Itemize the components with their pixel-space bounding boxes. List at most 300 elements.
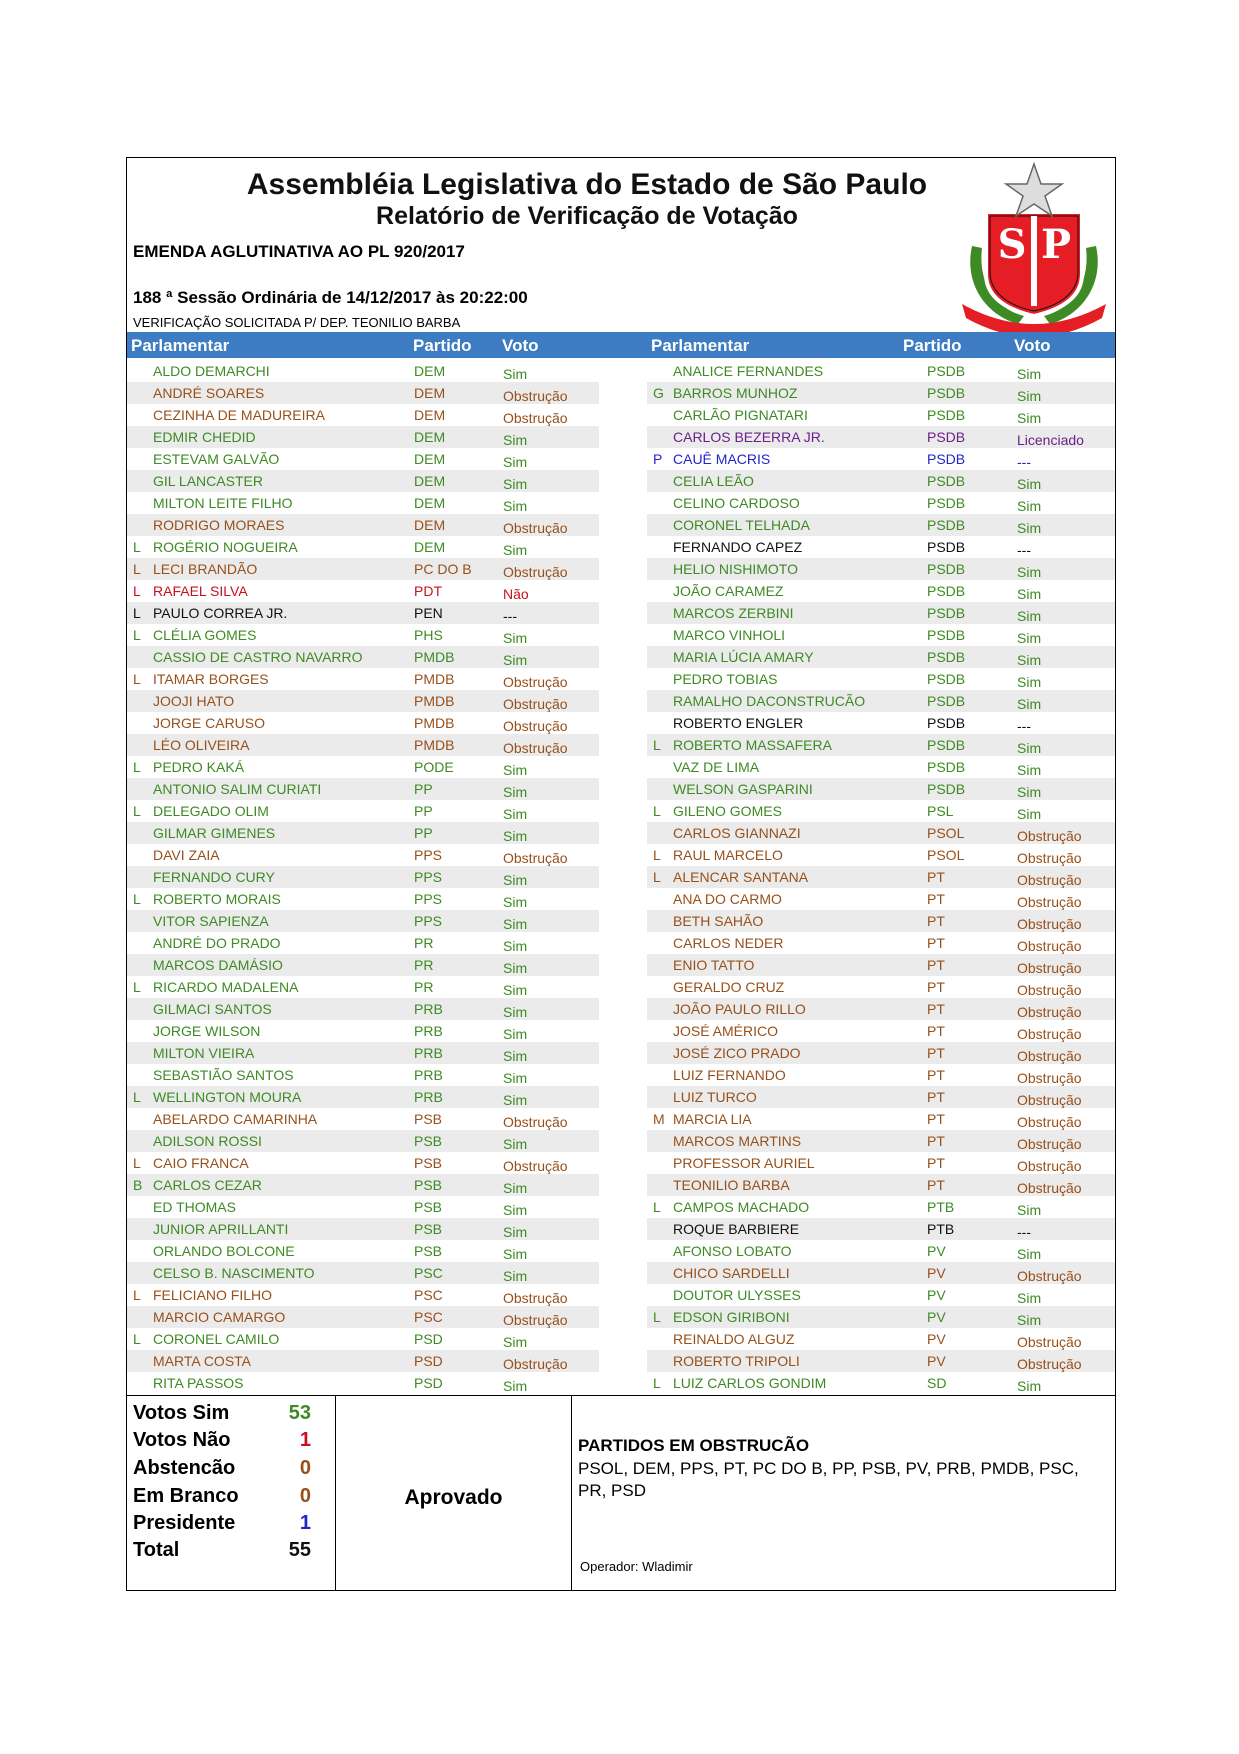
member-vote: --- xyxy=(1017,454,1031,470)
table-row xyxy=(127,910,599,932)
member-vote: Sim xyxy=(503,1070,528,1086)
col-voto: Voto xyxy=(502,336,539,355)
table-row xyxy=(127,1064,599,1086)
member-name: LECI BRANDÃO xyxy=(153,561,258,577)
member-party: PT xyxy=(927,957,945,973)
member-party: PSDB xyxy=(927,759,966,775)
member-party: PSDB xyxy=(927,715,966,731)
table-row xyxy=(127,1350,599,1372)
row-mark: L xyxy=(133,1155,141,1171)
member-party: PT xyxy=(927,935,945,951)
member-name: GIL LANCASTER xyxy=(153,473,263,489)
table-row xyxy=(127,1130,599,1152)
member-vote: Sim xyxy=(503,476,528,492)
row-mark: L xyxy=(653,803,661,819)
member-name: JOSÉ ZICO PRADO xyxy=(673,1045,801,1061)
member-name: CARLOS CEZAR xyxy=(153,1177,262,1193)
member-party: DEM xyxy=(414,429,446,445)
member-party: PT xyxy=(927,1023,945,1039)
member-party: PV xyxy=(927,1353,946,1369)
member-party: PRB xyxy=(414,1067,443,1083)
member-name: JOÃO CARAMEZ xyxy=(673,583,784,599)
table-row xyxy=(127,1174,599,1196)
table-row xyxy=(647,800,1115,822)
table-row xyxy=(647,712,1115,734)
table-row xyxy=(647,1086,1115,1108)
table-row xyxy=(127,1152,599,1174)
table-row xyxy=(647,580,1115,602)
member-vote: Obstrução xyxy=(1017,1180,1082,1196)
table-row xyxy=(647,778,1115,800)
member-name: ALDO DEMARCHI xyxy=(153,363,270,379)
member-vote: Sim xyxy=(503,806,528,822)
member-name: JORGE CARUSO xyxy=(153,715,266,731)
table-row xyxy=(647,514,1115,536)
member-name: EDMIR CHEDID xyxy=(153,429,256,445)
member-vote: Obstrução xyxy=(503,1114,568,1130)
member-name: CAIO FRANCA xyxy=(153,1155,249,1171)
member-party: PT xyxy=(927,1111,945,1127)
member-vote: Obstrução xyxy=(1017,1048,1082,1064)
member-name: MARCOS MARTINS xyxy=(673,1133,802,1149)
member-vote: Sim xyxy=(503,1004,528,1020)
member-party: PSOL xyxy=(927,825,965,841)
member-vote: Obstrução xyxy=(503,674,568,690)
member-name: LUIZ CARLOS GONDIM xyxy=(673,1375,827,1391)
member-party: PSB xyxy=(414,1221,443,1237)
member-party: PPS xyxy=(414,869,443,885)
row-mark: L xyxy=(133,671,141,687)
member-party: PT xyxy=(927,1045,945,1061)
row-mark: L xyxy=(133,1089,141,1105)
member-party: PSDB xyxy=(927,605,966,621)
row-mark: L xyxy=(133,583,141,599)
member-party: PV xyxy=(927,1243,946,1259)
member-party: PSDB xyxy=(927,671,966,687)
member-name: JORGE WILSON xyxy=(153,1023,261,1039)
seal-letters: S xyxy=(997,221,1027,268)
table-row xyxy=(127,866,599,888)
member-vote: Sim xyxy=(1017,1202,1042,1218)
member-vote: Sim xyxy=(1017,586,1042,602)
member-name: MARTA COSTA xyxy=(153,1353,252,1369)
member-vote: Sim xyxy=(503,454,528,470)
member-party: PC DO B xyxy=(414,561,472,577)
member-name: ESTEVAM GALVÃO xyxy=(153,451,280,467)
member-vote: Obstrução xyxy=(1017,872,1082,888)
member-party: PSC xyxy=(414,1265,443,1281)
member-vote: Sim xyxy=(503,366,528,382)
total-label: Total xyxy=(133,1539,180,1561)
member-vote: Sim xyxy=(503,1246,528,1262)
member-party: PSDB xyxy=(927,693,966,709)
table-row xyxy=(647,756,1115,778)
nao-count: 1 xyxy=(299,1429,311,1451)
table-row xyxy=(647,448,1115,470)
table-row xyxy=(127,1108,599,1130)
col-voto-2: Voto xyxy=(1014,336,1051,355)
table-row xyxy=(127,888,599,910)
member-party: PSDB xyxy=(927,429,966,445)
member-name: MARCIO CAMARGO xyxy=(153,1309,286,1325)
member-name: CEZINHA DE MADUREIRA xyxy=(153,407,325,423)
member-name: LUIZ FERNANDO xyxy=(673,1067,786,1083)
member-vote: Sim xyxy=(1017,762,1042,778)
row-mark: L xyxy=(133,803,141,819)
table-row xyxy=(647,536,1115,558)
assembly-title: Assembléia Legislativa do Estado de São Paulo xyxy=(246,168,928,201)
member-party: PT xyxy=(927,1177,945,1193)
member-party: PP xyxy=(414,803,433,819)
member-vote: Sim xyxy=(1017,520,1042,536)
member-party: PSDB xyxy=(927,561,966,577)
member-vote: Sim xyxy=(1017,410,1042,426)
table-row xyxy=(127,624,599,646)
member-party: PSDB xyxy=(927,649,966,665)
member-vote: Obstrução xyxy=(1017,1158,1082,1174)
table-row xyxy=(127,690,599,712)
table-row xyxy=(647,1218,1115,1240)
member-party: PSDB xyxy=(927,737,966,753)
total-row xyxy=(133,1539,323,1562)
table-row xyxy=(127,800,599,822)
table-row xyxy=(647,844,1115,866)
member-party: PT xyxy=(927,913,945,929)
member-party: PTB xyxy=(927,1221,955,1237)
row-mark: L xyxy=(653,1199,661,1215)
member-party: PSB xyxy=(414,1243,443,1259)
member-vote: Obstrução xyxy=(1017,1268,1082,1284)
member-name: REINALDO ALGUZ xyxy=(673,1331,795,1347)
member-party: PSB xyxy=(414,1199,443,1215)
member-name: ROGÉRIO NOGUEIRA xyxy=(153,539,298,555)
member-vote: Licenciado xyxy=(1017,432,1084,448)
member-party: PSDB xyxy=(927,627,966,643)
member-vote: Obstrução xyxy=(1017,1026,1082,1042)
row-mark: L xyxy=(133,759,141,775)
member-party: PR xyxy=(414,979,434,995)
member-name: LÉO OLIVEIRA xyxy=(153,737,250,753)
table-row xyxy=(647,1152,1115,1174)
row-mark: B xyxy=(133,1177,143,1193)
table-row xyxy=(127,976,599,998)
member-vote: Sim xyxy=(503,498,528,514)
member-party: DEM xyxy=(414,517,446,533)
member-vote: Sim xyxy=(503,1026,528,1042)
report-frame xyxy=(126,157,1116,1591)
member-vote: Obstrução xyxy=(1017,1070,1082,1086)
table-row xyxy=(647,360,1115,382)
member-name: RAFAEL SILVA xyxy=(153,583,248,599)
member-vote: Obstrução xyxy=(503,564,568,580)
branco-count: 0 xyxy=(299,1485,311,1507)
member-party: DEM xyxy=(414,473,446,489)
member-name: CLÉLIA GOMES xyxy=(153,627,257,643)
member-party: PHS xyxy=(414,627,443,643)
member-name: CORONEL TELHADA xyxy=(673,517,810,533)
member-name: CARLOS NEDER xyxy=(673,935,784,951)
table-row xyxy=(647,646,1115,668)
member-name: ANDRÉ DO PRADO xyxy=(153,935,281,951)
sim-label: Votos Sim xyxy=(133,1402,230,1424)
row-mark: M xyxy=(653,1111,665,1127)
summary-section xyxy=(127,1395,1115,1591)
row-mark: L xyxy=(133,979,141,995)
session-info: 188 ª Sessão Ordinária de 14/12/2017 às 20:22:00 xyxy=(133,288,528,307)
member-vote: Sim xyxy=(1017,498,1042,514)
member-party: PMDB xyxy=(414,693,455,709)
member-vote: Sim xyxy=(1017,784,1042,800)
table-row xyxy=(647,1372,1115,1394)
member-party: PP xyxy=(414,825,433,841)
obstruction-box xyxy=(572,1396,1112,1591)
member-party: PEN xyxy=(414,605,443,621)
table-row xyxy=(647,1108,1115,1130)
member-name: ROBERTO ENGLER xyxy=(673,715,804,731)
member-vote: Obstrução xyxy=(1017,982,1082,998)
member-party: PSDB xyxy=(927,495,966,511)
member-party: PV xyxy=(927,1331,946,1347)
member-vote: Sim xyxy=(503,1048,528,1064)
member-name: AFONSO LOBATO xyxy=(673,1243,792,1259)
member-party: PSD xyxy=(414,1375,443,1391)
member-party: DEM xyxy=(414,451,446,467)
table-row xyxy=(647,624,1115,646)
table-row xyxy=(127,1262,599,1284)
member-name: RITA PASSOS xyxy=(153,1375,244,1391)
member-vote: Obstrução xyxy=(503,718,568,734)
member-vote: --- xyxy=(1017,542,1031,558)
total-branco-row xyxy=(133,1485,323,1508)
table-row xyxy=(127,448,599,470)
member-party: PSB xyxy=(414,1133,443,1149)
member-vote: Obstrução xyxy=(1017,1356,1082,1372)
member-name: ALENCAR SANTANA xyxy=(673,869,809,885)
member-vote: Sim xyxy=(1017,476,1042,492)
total-sim-row xyxy=(133,1402,323,1425)
member-name: GILMACI SANTOS xyxy=(153,1001,272,1017)
member-name: EDSON GIRIBONI xyxy=(673,1309,790,1325)
table-row xyxy=(647,1174,1115,1196)
member-name: RAUL MARCELO xyxy=(673,847,783,863)
row-mark: L xyxy=(133,539,141,555)
member-party: PT xyxy=(927,1001,945,1017)
member-vote: Sim xyxy=(1017,630,1042,646)
member-name: ORLANDO BOLCONE xyxy=(153,1243,295,1259)
member-party: PSDB xyxy=(927,583,966,599)
abstencao-count: 0 xyxy=(299,1457,311,1479)
member-name: WELSON GASPARINI xyxy=(673,781,813,797)
table-row xyxy=(647,1262,1115,1284)
table-row xyxy=(127,734,599,756)
member-name: DAVI ZAIA xyxy=(153,847,220,863)
member-name: PEDRO KAKÁ xyxy=(153,759,245,775)
vote-result: Aprovado xyxy=(404,1486,503,1509)
member-vote: Obstrução xyxy=(503,1312,568,1328)
member-vote: Sim xyxy=(503,542,528,558)
table-row xyxy=(647,602,1115,624)
member-party: PSB xyxy=(414,1155,443,1171)
member-party: PSDB xyxy=(927,473,966,489)
presidente-label: Presidente xyxy=(133,1512,236,1534)
left-vote-list xyxy=(127,360,599,1394)
row-mark: P xyxy=(653,451,663,467)
member-vote: Obstrução xyxy=(1017,960,1082,976)
member-vote: Sim xyxy=(1017,696,1042,712)
member-name: CARLÃO PIGNATARI xyxy=(673,407,808,423)
member-party: DEM xyxy=(414,385,446,401)
table-row xyxy=(647,888,1115,910)
member-name: MARCIA LIA xyxy=(673,1111,752,1127)
table-row xyxy=(127,712,599,734)
member-party: PRB xyxy=(414,1089,443,1105)
table-row xyxy=(127,1020,599,1042)
table-row xyxy=(647,1130,1115,1152)
member-party: PT xyxy=(927,891,945,907)
member-vote: Obstrução xyxy=(1017,1004,1082,1020)
table-row xyxy=(647,1196,1115,1218)
table-row xyxy=(127,1086,599,1108)
table-row xyxy=(127,536,599,558)
table-row xyxy=(127,1306,599,1328)
member-party: PRB xyxy=(414,1023,443,1039)
member-name: ROBERTO TRIPOLI xyxy=(673,1353,800,1369)
table-row xyxy=(647,558,1115,580)
member-name: JOSÉ AMÉRICO xyxy=(673,1023,779,1039)
col-parlamentar-2: Parlamentar xyxy=(651,336,750,355)
table-row xyxy=(127,1372,599,1394)
member-party: DEM xyxy=(414,407,446,423)
member-name: CARLOS GIANNAZI xyxy=(673,825,801,841)
member-party: DEM xyxy=(414,495,446,511)
member-vote: Obstrução xyxy=(1017,828,1082,844)
member-party: PV xyxy=(927,1265,946,1281)
member-party: PV xyxy=(927,1309,946,1325)
member-vote: Obstrução xyxy=(503,1356,568,1372)
report-subtitle: Relatório de Verificação de Votação xyxy=(376,202,798,230)
table-row xyxy=(647,954,1115,976)
member-vote: Obstrução xyxy=(503,410,568,426)
branco-label: Em Branco xyxy=(133,1485,239,1507)
member-party: PSDB xyxy=(927,385,966,401)
table-row xyxy=(647,426,1115,448)
member-vote: Sim xyxy=(1017,740,1042,756)
member-name: ENIO TATTO xyxy=(673,957,755,973)
member-name: FERNANDO CURY xyxy=(153,869,275,885)
member-name: ROBERTO MASSAFERA xyxy=(673,737,832,753)
member-name: ANA DO CARMO xyxy=(673,891,782,907)
member-name: CAUÊ MACRIS xyxy=(673,451,771,467)
table-row xyxy=(127,1284,599,1306)
member-vote: Obstrução xyxy=(503,850,568,866)
member-name: HELIO NISHIMOTO xyxy=(673,561,798,577)
member-vote: Obstrução xyxy=(1017,1114,1082,1130)
member-party: PSB xyxy=(414,1177,443,1193)
table-row xyxy=(127,932,599,954)
row-mark: L xyxy=(133,561,141,577)
row-mark: L xyxy=(653,737,661,753)
svg-text:P: P xyxy=(1040,221,1072,268)
table-row xyxy=(647,404,1115,426)
member-name: DOUTOR ULYSSES xyxy=(673,1287,801,1303)
table-row xyxy=(647,866,1115,888)
member-vote: Sim xyxy=(503,1136,528,1152)
table-row xyxy=(127,580,599,602)
member-party: PSOL xyxy=(927,847,965,863)
member-vote: Sim xyxy=(503,762,528,778)
member-party: PSC xyxy=(414,1287,443,1303)
member-vote: Sim xyxy=(1017,608,1042,624)
vote-totals xyxy=(127,1396,336,1591)
member-vote: Sim xyxy=(503,1378,528,1394)
row-mark: L xyxy=(133,1287,141,1303)
member-party: PR xyxy=(414,957,434,973)
member-name: WELLINGTON MOURA xyxy=(153,1089,302,1105)
row-mark: L xyxy=(133,1331,141,1347)
member-party: PR xyxy=(414,935,434,951)
member-party: PT xyxy=(927,1155,945,1171)
member-vote: Sim xyxy=(1017,674,1042,690)
table-row xyxy=(127,998,599,1020)
member-party: PT xyxy=(927,1133,945,1149)
row-mark: L xyxy=(133,627,141,643)
member-name: BARROS MUNHOZ xyxy=(673,385,798,401)
member-vote: Sim xyxy=(503,960,528,976)
member-party: PMDB xyxy=(414,737,455,753)
member-vote: Sim xyxy=(503,1334,528,1350)
col-parlamentar: Parlamentar xyxy=(131,336,230,355)
table-row xyxy=(647,1306,1115,1328)
member-name: RAMALHO DACONSTRUCÃO xyxy=(673,693,866,709)
member-party: PSL xyxy=(927,803,954,819)
member-vote: --- xyxy=(503,608,517,624)
nao-label: Votos Não xyxy=(133,1429,231,1451)
member-vote: Sim xyxy=(1017,1246,1042,1262)
member-name: FERNANDO CAPEZ xyxy=(673,539,803,555)
member-name: PROFESSOR AURIEL xyxy=(673,1155,815,1171)
table-row xyxy=(127,382,599,404)
total-abstencao-row xyxy=(133,1457,323,1480)
table-row xyxy=(647,1284,1115,1306)
member-vote: Obstrução xyxy=(1017,850,1082,866)
member-vote: Obstrução xyxy=(503,1158,568,1174)
table-row xyxy=(127,1042,599,1064)
member-vote: Sim xyxy=(503,916,528,932)
member-party: PRB xyxy=(414,1001,443,1017)
member-name: CORONEL CAMILO xyxy=(153,1331,280,1347)
member-vote: Sim xyxy=(503,432,528,448)
table-row xyxy=(647,1042,1115,1064)
row-mark: L xyxy=(653,1309,661,1325)
member-name: PEDRO TOBIAS xyxy=(673,671,778,687)
member-name: CASSIO DE CASTRO NAVARRO xyxy=(153,649,363,665)
member-party: PT xyxy=(927,869,945,885)
member-name: TEONILIO BARBA xyxy=(673,1177,790,1193)
table-header xyxy=(127,332,1115,358)
sao-paulo-seal-icon xyxy=(959,160,1109,332)
member-name: GILENO GOMES xyxy=(673,803,782,819)
member-party: PSDB xyxy=(927,363,966,379)
member-name: ROQUE BARBIERE xyxy=(673,1221,800,1237)
member-vote: Sim xyxy=(503,652,528,668)
table-row xyxy=(127,1196,599,1218)
member-party: PPS xyxy=(414,913,443,929)
table-row xyxy=(127,360,599,382)
member-vote: Sim xyxy=(1017,366,1042,382)
member-vote: Sim xyxy=(503,1268,528,1284)
verification-requested: VERIFICAÇÃO SOLICITADA P/ DEP. TEONILIO BARBA xyxy=(133,315,461,330)
table-row xyxy=(127,1328,599,1350)
